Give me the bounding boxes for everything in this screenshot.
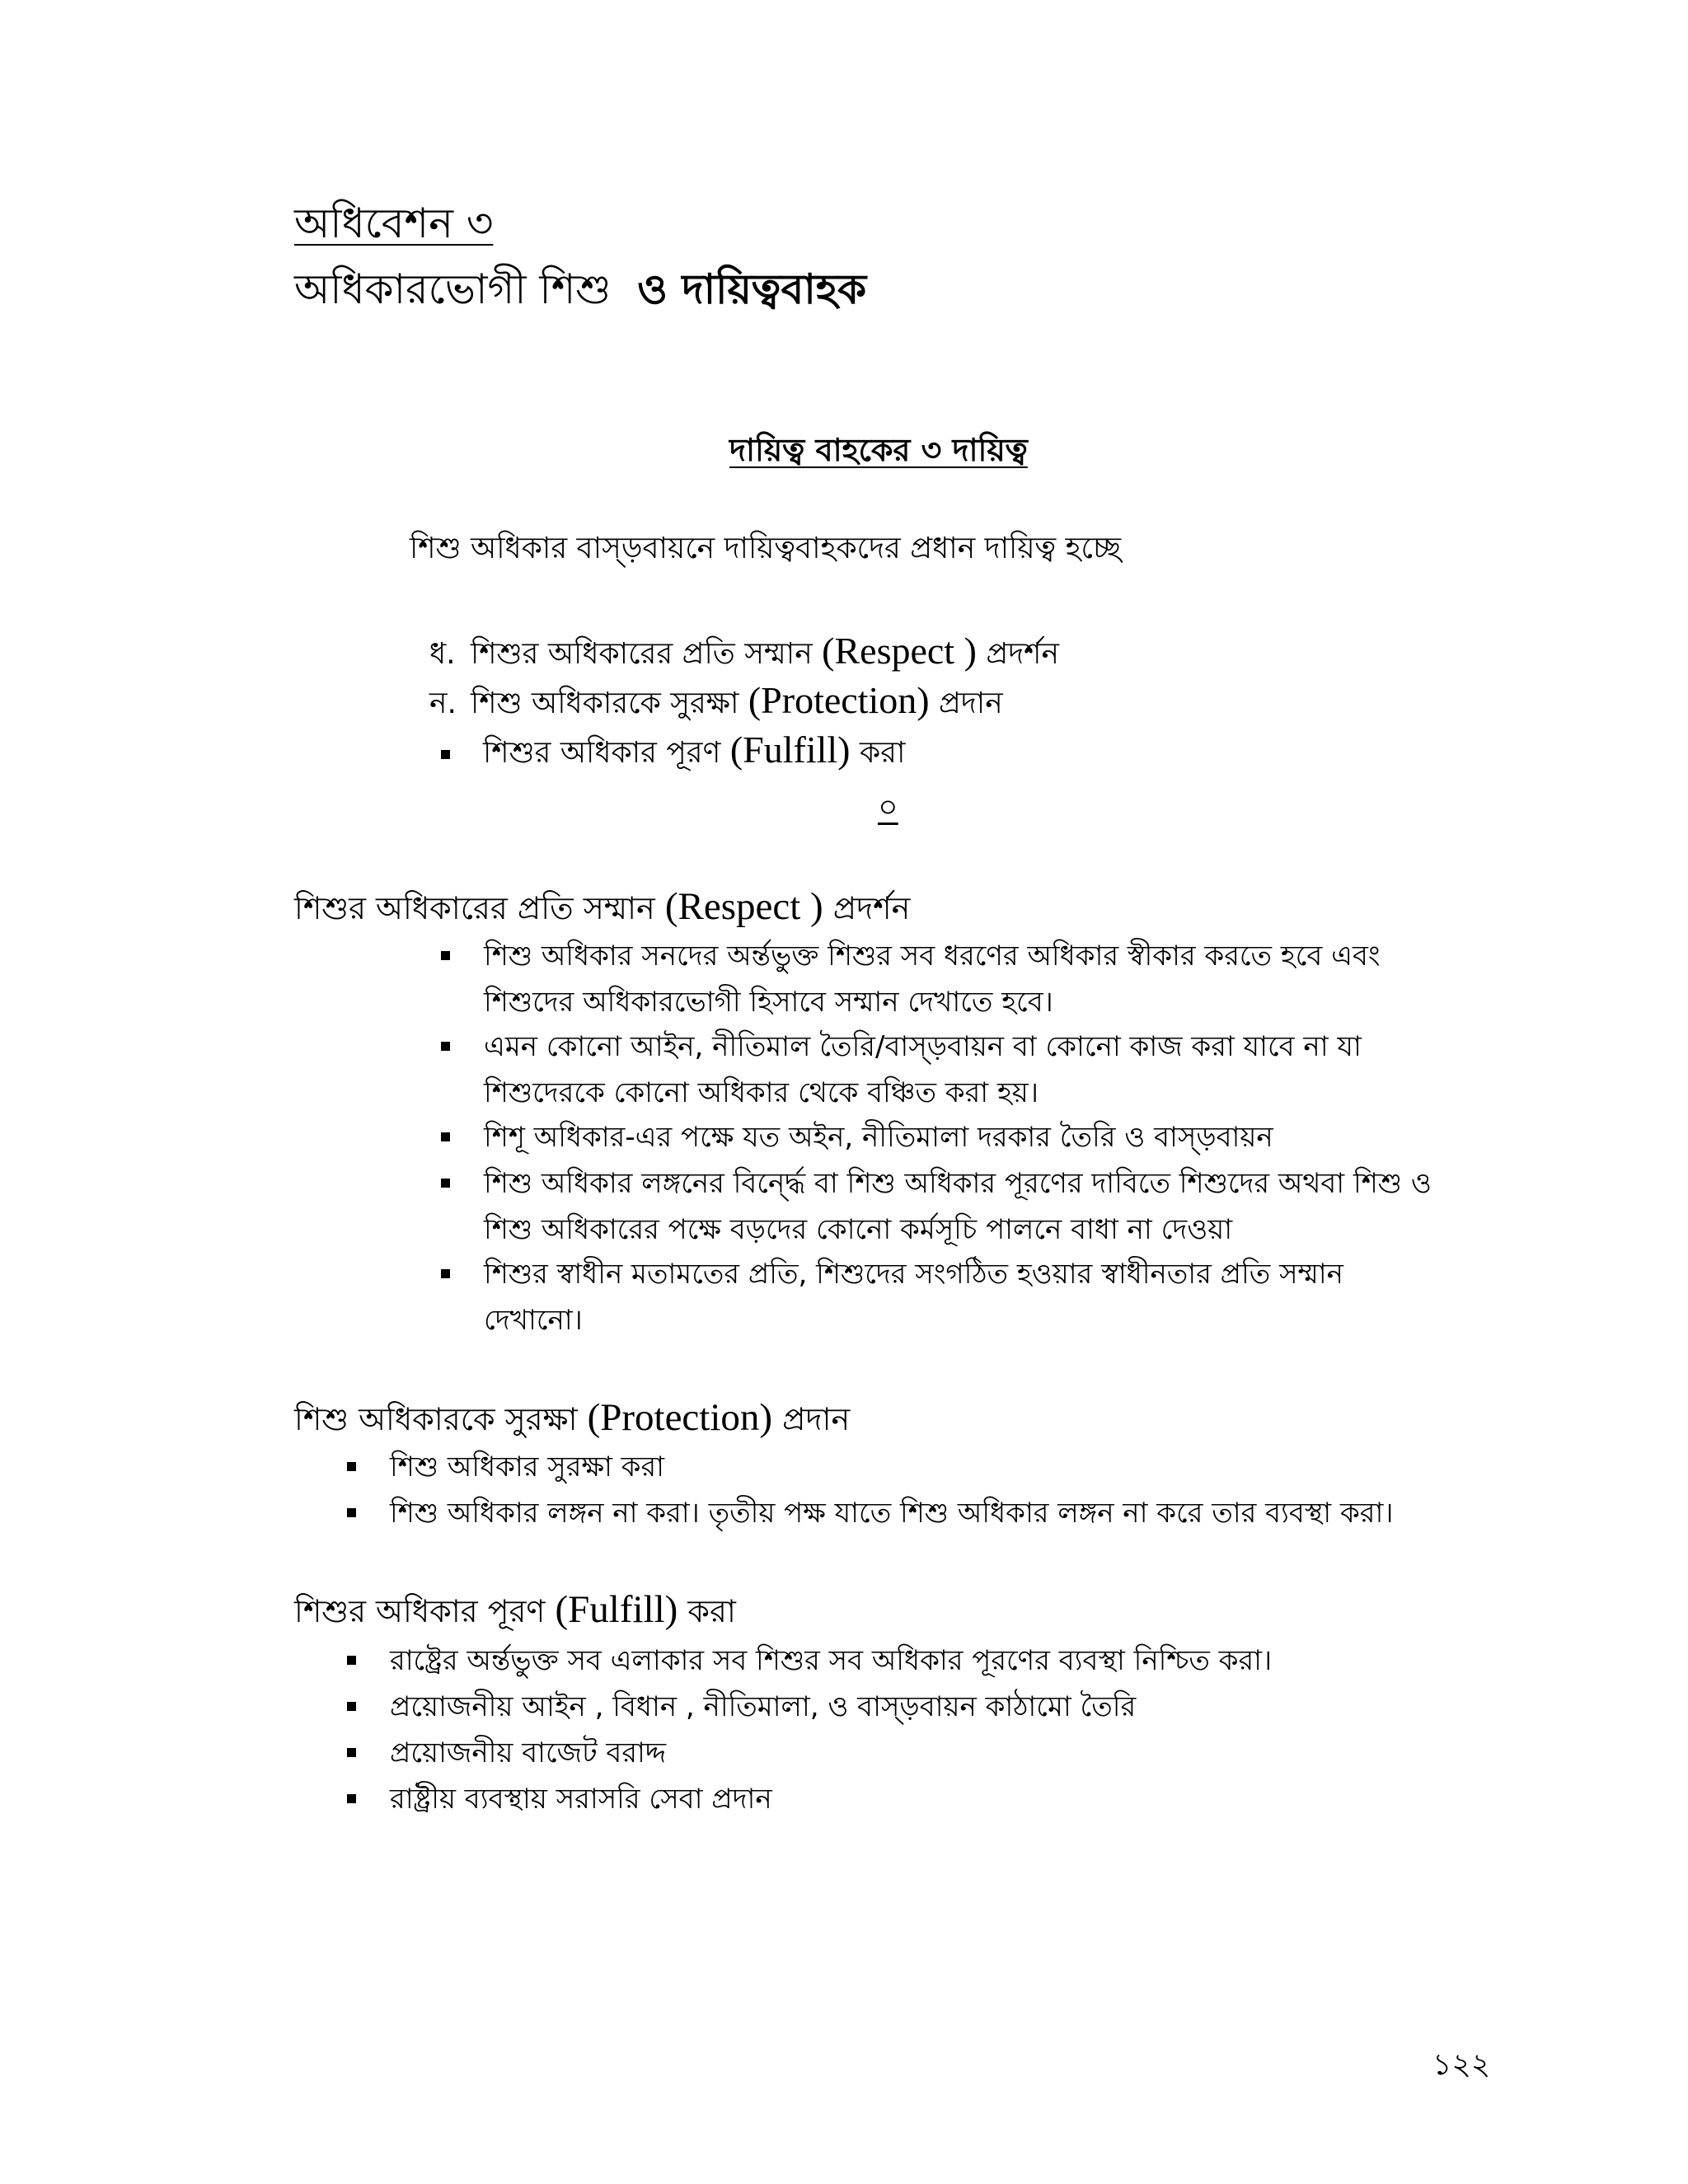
- bullet-square-icon: [441, 951, 450, 960]
- bullet-text: শিশু অধিকার লঙ্গন না করা। তৃতীয় পক্ষ যাতে শিশু অধিকার লঙ্গন না করে তার ব্যবস্থা করা।: [390, 1497, 1394, 1530]
- bullet-square-icon: [347, 1508, 356, 1517]
- intro-text: শিশু অধিকার বাস্ড়বায়নে দায়িত্ববাহকদের প্রধান দায়িত্ব হচ্ছে: [410, 532, 1122, 565]
- bullet-text: শিশুর স্বাধীন মতামতের প্রতি, শিশুদের সংগঠিত হওয়ার স্বাধীনতার প্রতি সম্মান: [484, 1258, 1343, 1291]
- circle-numeral: ০: [878, 789, 898, 825]
- section-heading-text-end: প্রদর্শন: [832, 890, 911, 926]
- session-heading: অধিবেশন ৩: [294, 199, 494, 247]
- bullet-square-icon: [441, 1179, 450, 1188]
- bullet-text: শিশুদেরকে কোনো অধিকার থেকে বঞ্চিত করা হয়।: [484, 1076, 1039, 1109]
- section-heading-english: (Respect ): [664, 885, 823, 928]
- bullet-text: এমন কোনো আইন, নীতিমাল তৈরি/বাস্ড়বায়ন বা কোনো কাজ করা যাবে না যা: [484, 1030, 1362, 1063]
- list-item: [441, 1160, 1432, 1253]
- bullet-text: শিশু অধিকারের পক্ষে বড়দের কোনো কর্মসূচি পালনে বাধা না দেওয়া: [484, 1213, 1233, 1246]
- list-item: [347, 1776, 772, 1822]
- section-heading-english: (Fulfill): [555, 1588, 678, 1631]
- list-item-text-end: প্রদান: [939, 687, 1003, 720]
- bullet-text: শিশুদের অধিকারভোগী হিসাবে সম্মান দেখাতে হবে।: [484, 986, 1053, 1019]
- section-heading-fulfill: [294, 1586, 736, 1634]
- page-title: [294, 264, 866, 315]
- bullet-square-icon: [347, 1794, 356, 1803]
- bullet-square-icon: [441, 1042, 450, 1051]
- bullet-square-icon: [441, 750, 450, 759]
- bullet-square-icon: [441, 1132, 450, 1141]
- bullet-square-icon: [347, 1656, 356, 1665]
- section-heading-text-end: করা: [687, 1593, 736, 1629]
- list-marker: ধ.: [429, 637, 456, 671]
- section-heading-english: (Protection): [587, 1396, 773, 1439]
- list-item: [429, 631, 1059, 674]
- list-item: [441, 1114, 1273, 1160]
- bullet-square-icon: [347, 1462, 356, 1471]
- list-item: [441, 1251, 1343, 1343]
- section-heading-protection: [294, 1394, 850, 1442]
- list-item: [347, 1490, 1394, 1536]
- bullet-square-icon: [347, 1748, 356, 1757]
- list-item: [347, 1730, 666, 1776]
- bullet-text: প্রয়োজনীয় আইন , বিধান , নীতিমালা, ও বাস্ড়বায়ন কাঠামো তৈরি: [390, 1690, 1137, 1723]
- list-item-english: (Respect ): [822, 630, 977, 672]
- list-item-text: শিশু অধিকারকে সুরক্ষা: [471, 687, 748, 720]
- bullet-text: প্রয়োজনীয় বাজেট বরাদ্দ: [390, 1736, 667, 1769]
- list-item-text: শিশুর অধিকার পূরণ: [483, 736, 721, 770]
- list-item: [441, 1024, 1362, 1116]
- bullet-text: দেখানো।: [484, 1304, 583, 1337]
- section-heading-text: শিশু অধিকারকে সুরক্ষা: [294, 1401, 588, 1437]
- bullet-text: শিশু অধিকার লঙ্গনের বির্ন্দ্ধে বা শিশু অধিকার পূরণের দাবিতে শিশুদের অথবা শিশু ও: [484, 1167, 1432, 1200]
- section-center-title: দায়িত্ব বাহকের ৩ দায়িত্ব: [729, 432, 1028, 468]
- section-heading-respect: [294, 883, 910, 931]
- list-item: [347, 1638, 1272, 1684]
- list-marker: ন.: [429, 687, 457, 720]
- bullet-text: রাষ্ট্রীয় ব্যবস্থায় সরাসরি সেবা প্রদান: [390, 1783, 772, 1816]
- bullet-square-icon: [347, 1702, 356, 1711]
- list-item-english: (Protection): [748, 679, 930, 721]
- list-item-text-end: প্রদর্শন: [986, 637, 1059, 671]
- section-heading-text-end: প্রদান: [782, 1401, 851, 1437]
- bullet-text: শিশু অধিকার সুরক্ষা করা: [390, 1451, 665, 1483]
- section-heading-text: শিশুর অধিকার পূরণ: [294, 1593, 546, 1629]
- list-item-english: (Fulfill): [729, 729, 851, 771]
- list-item: [347, 1444, 664, 1490]
- list-item: [347, 1684, 1136, 1730]
- section-heading-text: শিশুর অধিকারের প্রতি সম্মান: [294, 890, 655, 926]
- list-item-text: শিশুর অধিকারের প্রতি সম্মান: [471, 637, 813, 671]
- title-part-1: অধিকারভোগী শিশু: [294, 265, 612, 313]
- list-item-text-end: করা: [859, 736, 906, 770]
- bullet-square-icon: [441, 1269, 450, 1278]
- bullet-text: রাষ্ট্রের অর্ন্তভুক্ত সব এলাকার সব শিশুর সব অধিকার পূরণের ব্যবস্থা নিশ্চিত করা।: [390, 1644, 1273, 1677]
- bullet-text: শিশূ অধিকার-এর পক্ষে যত অইন, নীতিমালা দরকার তৈরি ও বাস্ড়বায়ন: [484, 1121, 1273, 1154]
- list-item: [441, 730, 905, 773]
- bullet-text: শিশু অধিকার সনদের অর্ন্তভুক্ত শিশুর সব ধরণের অধিকার স্বীকার করতে হবে এবং: [484, 940, 1381, 972]
- page-number: ১২২: [1432, 2048, 1491, 2082]
- list-item: [429, 681, 1003, 724]
- list-item: [441, 933, 1381, 1025]
- title-part-2: ও দায়িত্ববাহক: [637, 265, 867, 313]
